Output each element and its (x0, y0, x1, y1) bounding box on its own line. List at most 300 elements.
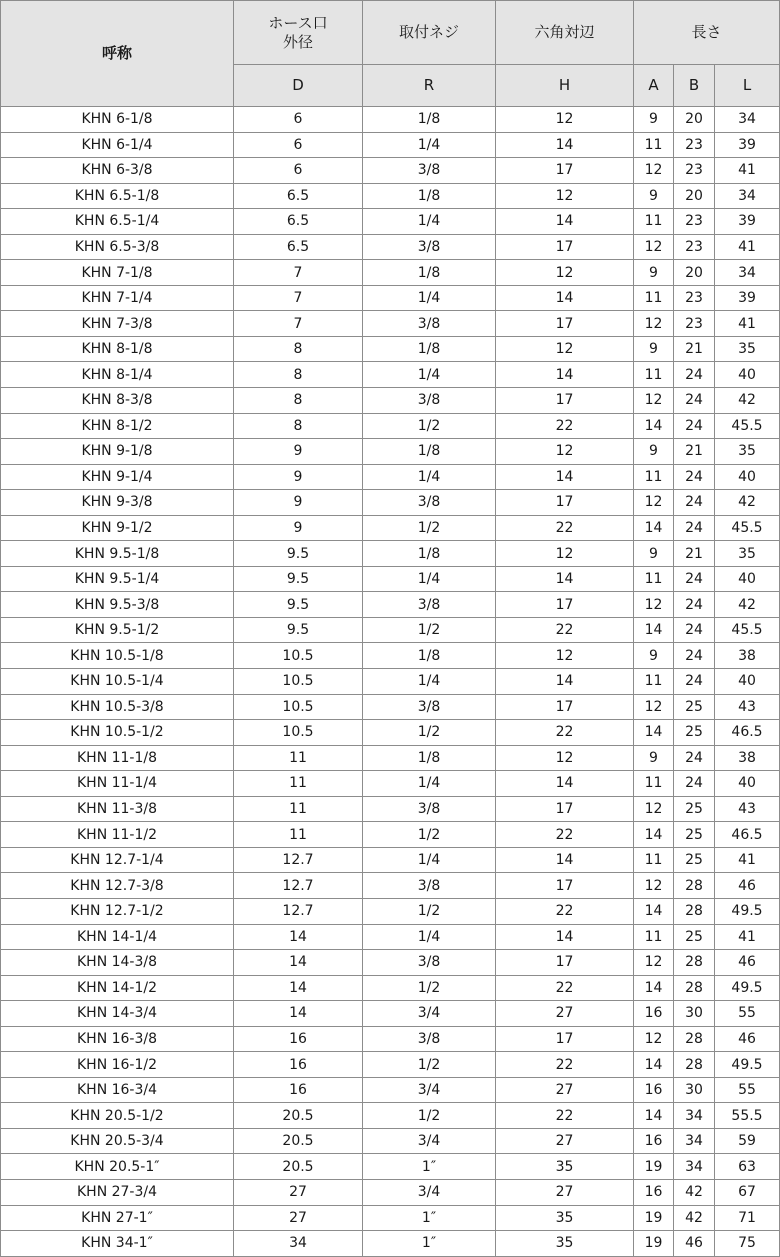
header-hex: 六角対辺 (496, 1, 634, 65)
cell-r: 1/8 (363, 336, 496, 362)
cell-name: KHN 9-3/8 (1, 490, 234, 516)
cell-h: 27 (496, 1077, 634, 1103)
table-row (1, 924, 780, 950)
table-row (1, 1026, 780, 1052)
cell-d: 6.5 (234, 209, 363, 235)
cell-name: KHN 6.5-1/8 (1, 183, 234, 209)
cell-r: 1/2 (363, 720, 496, 746)
cell-name: KHN 10.5-3/8 (1, 694, 234, 720)
cell-name: KHN 14-3/4 (1, 1001, 234, 1027)
cell-l: 35 (715, 336, 780, 362)
cell-d: 14 (234, 975, 363, 1001)
table-row (1, 1154, 780, 1180)
cell-r: 1″ (363, 1231, 496, 1257)
table-row (1, 260, 780, 286)
cell-r: 3/8 (363, 158, 496, 184)
table-body (1, 107, 780, 1257)
cell-h: 22 (496, 1052, 634, 1078)
cell-l: 41 (715, 311, 780, 337)
cell-a: 11 (634, 566, 674, 592)
cell-a: 11 (634, 847, 674, 873)
cell-b: 24 (674, 566, 715, 592)
table-row (1, 541, 780, 567)
table-header (1, 1, 780, 107)
cell-b: 21 (674, 336, 715, 362)
cell-name: KHN 14-3/8 (1, 950, 234, 976)
cell-name: KHN 11-3/8 (1, 796, 234, 822)
cell-a: 14 (634, 413, 674, 439)
table-row (1, 1052, 780, 1078)
cell-d: 8 (234, 362, 363, 388)
cell-h: 22 (496, 515, 634, 541)
cell-a: 9 (634, 439, 674, 465)
cell-b: 20 (674, 107, 715, 133)
table-row (1, 234, 780, 260)
cell-r: 3/8 (363, 490, 496, 516)
cell-b: 24 (674, 388, 715, 414)
cell-d: 6 (234, 107, 363, 133)
cell-d: 20.5 (234, 1103, 363, 1129)
cell-d: 11 (234, 822, 363, 848)
cell-b: 24 (674, 413, 715, 439)
cell-b: 24 (674, 592, 715, 618)
cell-b: 42 (674, 1205, 715, 1231)
cell-a: 12 (634, 388, 674, 414)
cell-h: 22 (496, 898, 634, 924)
cell-a: 12 (634, 234, 674, 260)
cell-r: 1/2 (363, 413, 496, 439)
cell-h: 17 (496, 490, 634, 516)
cell-l: 39 (715, 285, 780, 311)
table-row (1, 1103, 780, 1129)
cell-r: 3/8 (363, 796, 496, 822)
cell-d: 6 (234, 132, 363, 158)
cell-l: 41 (715, 234, 780, 260)
cell-a: 12 (634, 694, 674, 720)
table-row (1, 464, 780, 490)
cell-a: 11 (634, 209, 674, 235)
cell-b: 23 (674, 234, 715, 260)
cell-b: 24 (674, 515, 715, 541)
cell-b: 42 (674, 1179, 715, 1205)
cell-a: 9 (634, 107, 674, 133)
cell-d: 10.5 (234, 643, 363, 669)
cell-r: 3/4 (363, 1077, 496, 1103)
cell-name: KHN 7-3/8 (1, 311, 234, 337)
cell-a: 14 (634, 1103, 674, 1129)
cell-a: 16 (634, 1077, 674, 1103)
cell-name: KHN 9.5-1/8 (1, 541, 234, 567)
cell-r: 1/2 (363, 1103, 496, 1129)
cell-b: 25 (674, 924, 715, 950)
cell-name: KHN 27-3/4 (1, 1179, 234, 1205)
cell-d: 10.5 (234, 720, 363, 746)
cell-a: 16 (634, 1179, 674, 1205)
cell-d: 9 (234, 439, 363, 465)
table-row (1, 158, 780, 184)
cell-d: 11 (234, 771, 363, 797)
cell-h: 14 (496, 566, 634, 592)
cell-d: 7 (234, 285, 363, 311)
header-length: 長さ (634, 1, 780, 65)
cell-b: 23 (674, 158, 715, 184)
cell-d: 34 (234, 1231, 363, 1257)
table-row (1, 132, 780, 158)
cell-l: 75 (715, 1231, 780, 1257)
cell-h: 14 (496, 209, 634, 235)
cell-d: 16 (234, 1052, 363, 1078)
header-name: 呼称 (1, 1, 234, 107)
header-row-top (1, 1, 780, 65)
cell-l: 41 (715, 847, 780, 873)
cell-l: 67 (715, 1179, 780, 1205)
cell-h: 14 (496, 847, 634, 873)
cell-name: KHN 20.5-3/4 (1, 1128, 234, 1154)
cell-name: KHN 9-1/2 (1, 515, 234, 541)
cell-h: 12 (496, 439, 634, 465)
cell-b: 20 (674, 260, 715, 286)
cell-a: 19 (634, 1205, 674, 1231)
cell-name: KHN 14-1/4 (1, 924, 234, 950)
cell-l: 38 (715, 745, 780, 771)
cell-r: 1/4 (363, 285, 496, 311)
cell-a: 12 (634, 592, 674, 618)
cell-l: 35 (715, 439, 780, 465)
cell-name: KHN 6.5-1/4 (1, 209, 234, 235)
cell-d: 6.5 (234, 234, 363, 260)
cell-l: 45.5 (715, 617, 780, 643)
cell-l: 49.5 (715, 975, 780, 1001)
cell-r: 1/2 (363, 515, 496, 541)
cell-h: 14 (496, 132, 634, 158)
cell-h: 35 (496, 1154, 634, 1180)
cell-d: 9 (234, 464, 363, 490)
cell-d: 8 (234, 336, 363, 362)
cell-a: 19 (634, 1154, 674, 1180)
cell-name: KHN 9.5-1/4 (1, 566, 234, 592)
cell-h: 22 (496, 617, 634, 643)
table-row (1, 107, 780, 133)
table-row (1, 285, 780, 311)
cell-name: KHN 16-3/8 (1, 1026, 234, 1052)
cell-h: 17 (496, 873, 634, 899)
cell-a: 12 (634, 873, 674, 899)
cell-r: 3/8 (363, 694, 496, 720)
cell-d: 20.5 (234, 1128, 363, 1154)
cell-h: 14 (496, 669, 634, 695)
cell-name: KHN 16-3/4 (1, 1077, 234, 1103)
cell-a: 11 (634, 464, 674, 490)
table-row (1, 975, 780, 1001)
header-a: A (634, 65, 674, 107)
cell-d: 9.5 (234, 617, 363, 643)
cell-b: 23 (674, 311, 715, 337)
cell-h: 12 (496, 260, 634, 286)
cell-d: 11 (234, 796, 363, 822)
cell-r: 3/8 (363, 873, 496, 899)
cell-d: 16 (234, 1026, 363, 1052)
cell-name: KHN 8-1/4 (1, 362, 234, 388)
cell-name: KHN 34-1″ (1, 1231, 234, 1257)
cell-r: 3/4 (363, 1001, 496, 1027)
cell-l: 55 (715, 1001, 780, 1027)
cell-l: 46 (715, 950, 780, 976)
cell-h: 17 (496, 311, 634, 337)
cell-d: 8 (234, 388, 363, 414)
cell-l: 40 (715, 669, 780, 695)
cell-b: 24 (674, 464, 715, 490)
cell-b: 30 (674, 1077, 715, 1103)
cell-r: 1/8 (363, 260, 496, 286)
cell-d: 16 (234, 1077, 363, 1103)
cell-b: 28 (674, 1026, 715, 1052)
cell-h: 12 (496, 541, 634, 567)
table-row (1, 694, 780, 720)
cell-a: 11 (634, 771, 674, 797)
cell-r: 1″ (363, 1154, 496, 1180)
cell-a: 11 (634, 132, 674, 158)
cell-a: 12 (634, 950, 674, 976)
cell-r: 3/8 (363, 950, 496, 976)
cell-name: KHN 10.5-1/4 (1, 669, 234, 695)
cell-l: 59 (715, 1128, 780, 1154)
cell-r: 1/2 (363, 1052, 496, 1078)
cell-name: KHN 11-1/8 (1, 745, 234, 771)
cell-r: 1/4 (363, 209, 496, 235)
cell-name: KHN 12.7-1/4 (1, 847, 234, 873)
table-row (1, 566, 780, 592)
cell-d: 12.7 (234, 847, 363, 873)
cell-h: 14 (496, 285, 634, 311)
cell-name: KHN 9-1/8 (1, 439, 234, 465)
cell-l: 45.5 (715, 413, 780, 439)
cell-a: 14 (634, 1052, 674, 1078)
cell-l: 40 (715, 566, 780, 592)
cell-r: 1/4 (363, 362, 496, 388)
cell-name: KHN 7-1/8 (1, 260, 234, 286)
cell-name: KHN 12.7-1/2 (1, 898, 234, 924)
cell-a: 11 (634, 924, 674, 950)
cell-b: 34 (674, 1154, 715, 1180)
cell-h: 17 (496, 592, 634, 618)
cell-b: 34 (674, 1103, 715, 1129)
cell-a: 9 (634, 541, 674, 567)
cell-b: 46 (674, 1231, 715, 1257)
cell-b: 21 (674, 439, 715, 465)
cell-h: 27 (496, 1179, 634, 1205)
table-row (1, 209, 780, 235)
cell-b: 28 (674, 975, 715, 1001)
cell-a: 14 (634, 720, 674, 746)
cell-r: 1/4 (363, 669, 496, 695)
cell-d: 9.5 (234, 592, 363, 618)
cell-l: 34 (715, 260, 780, 286)
cell-l: 42 (715, 592, 780, 618)
cell-l: 46 (715, 873, 780, 899)
table-row (1, 413, 780, 439)
cell-a: 14 (634, 515, 674, 541)
cell-name: KHN 8-3/8 (1, 388, 234, 414)
cell-a: 12 (634, 311, 674, 337)
cell-l: 46.5 (715, 720, 780, 746)
table-row (1, 771, 780, 797)
cell-l: 43 (715, 694, 780, 720)
cell-r: 3/8 (363, 388, 496, 414)
header-b: B (674, 65, 715, 107)
cell-l: 39 (715, 132, 780, 158)
cell-b: 24 (674, 362, 715, 388)
cell-r: 1/4 (363, 924, 496, 950)
cell-name: KHN 27-1″ (1, 1205, 234, 1231)
header-hose-diameter (234, 1, 363, 65)
cell-r: 3/8 (363, 234, 496, 260)
cell-r: 1/8 (363, 745, 496, 771)
cell-r: 1/4 (363, 847, 496, 873)
cell-d: 27 (234, 1205, 363, 1231)
cell-name: KHN 6-3/8 (1, 158, 234, 184)
cell-name: KHN 7-1/4 (1, 285, 234, 311)
cell-d: 14 (234, 1001, 363, 1027)
cell-d: 14 (234, 950, 363, 976)
cell-b: 28 (674, 950, 715, 976)
cell-r: 1/2 (363, 898, 496, 924)
cell-a: 9 (634, 183, 674, 209)
header-hose-diameter-label: ホース口 外径 (268, 13, 328, 51)
cell-h: 14 (496, 362, 634, 388)
cell-r: 1/8 (363, 439, 496, 465)
cell-l: 63 (715, 1154, 780, 1180)
cell-a: 11 (634, 285, 674, 311)
table-row (1, 1231, 780, 1257)
cell-d: 8 (234, 413, 363, 439)
cell-h: 22 (496, 720, 634, 746)
cell-r: 3/8 (363, 1026, 496, 1052)
header-h: H (496, 65, 634, 107)
cell-l: 71 (715, 1205, 780, 1231)
table-row (1, 1205, 780, 1231)
cell-name: KHN 9.5-1/2 (1, 617, 234, 643)
cell-l: 41 (715, 924, 780, 950)
cell-l: 40 (715, 464, 780, 490)
cell-r: 1/4 (363, 464, 496, 490)
cell-name: KHN 8-1/8 (1, 336, 234, 362)
header-thread: 取付ネジ (363, 1, 496, 65)
cell-a: 12 (634, 158, 674, 184)
cell-l: 40 (715, 771, 780, 797)
cell-d: 11 (234, 745, 363, 771)
table-row (1, 1077, 780, 1103)
cell-l: 43 (715, 796, 780, 822)
table-row (1, 796, 780, 822)
cell-d: 20.5 (234, 1154, 363, 1180)
cell-b: 25 (674, 847, 715, 873)
cell-h: 22 (496, 822, 634, 848)
cell-h: 17 (496, 796, 634, 822)
cell-h: 22 (496, 413, 634, 439)
table-row (1, 617, 780, 643)
cell-l: 46.5 (715, 822, 780, 848)
cell-name: KHN 8-1/2 (1, 413, 234, 439)
table-row (1, 847, 780, 873)
cell-h: 12 (496, 183, 634, 209)
cell-b: 23 (674, 132, 715, 158)
table-row (1, 515, 780, 541)
header-d: D (234, 65, 363, 107)
table-row (1, 311, 780, 337)
cell-l: 40 (715, 362, 780, 388)
cell-name: KHN 9-1/4 (1, 464, 234, 490)
cell-d: 9.5 (234, 566, 363, 592)
cell-h: 17 (496, 234, 634, 260)
cell-b: 30 (674, 1001, 715, 1027)
table-row (1, 183, 780, 209)
table-row (1, 1128, 780, 1154)
cell-a: 12 (634, 490, 674, 516)
cell-b: 25 (674, 720, 715, 746)
table-row (1, 439, 780, 465)
cell-b: 23 (674, 285, 715, 311)
cell-name: KHN 10.5-1/2 (1, 720, 234, 746)
cell-name: KHN 14-1/2 (1, 975, 234, 1001)
cell-b: 21 (674, 541, 715, 567)
table-row (1, 669, 780, 695)
cell-name: KHN 6-1/4 (1, 132, 234, 158)
cell-d: 7 (234, 311, 363, 337)
cell-d: 7 (234, 260, 363, 286)
table-row (1, 643, 780, 669)
cell-h: 22 (496, 975, 634, 1001)
cell-r: 1/8 (363, 183, 496, 209)
cell-a: 11 (634, 669, 674, 695)
table-row (1, 490, 780, 516)
cell-name: KHN 6.5-3/8 (1, 234, 234, 260)
cell-name: KHN 10.5-1/8 (1, 643, 234, 669)
cell-b: 25 (674, 822, 715, 848)
cell-r: 3/8 (363, 592, 496, 618)
cell-a: 11 (634, 362, 674, 388)
cell-h: 14 (496, 464, 634, 490)
cell-h: 12 (496, 643, 634, 669)
cell-name: KHN 16-1/2 (1, 1052, 234, 1078)
cell-h: 17 (496, 950, 634, 976)
cell-h: 35 (496, 1231, 634, 1257)
cell-b: 24 (674, 745, 715, 771)
cell-l: 38 (715, 643, 780, 669)
table-row (1, 873, 780, 899)
cell-b: 28 (674, 898, 715, 924)
table-row (1, 362, 780, 388)
cell-r: 1/4 (363, 771, 496, 797)
cell-l: 42 (715, 388, 780, 414)
cell-d: 12.7 (234, 873, 363, 899)
table-row (1, 1001, 780, 1027)
cell-d: 14 (234, 924, 363, 950)
cell-b: 23 (674, 209, 715, 235)
cell-h: 12 (496, 745, 634, 771)
cell-l: 39 (715, 209, 780, 235)
table-row (1, 336, 780, 362)
cell-b: 25 (674, 796, 715, 822)
table-row (1, 388, 780, 414)
cell-l: 49.5 (715, 898, 780, 924)
cell-r: 1/4 (363, 566, 496, 592)
table-row (1, 1179, 780, 1205)
cell-l: 49.5 (715, 1052, 780, 1078)
table-row (1, 592, 780, 618)
cell-a: 14 (634, 898, 674, 924)
cell-b: 24 (674, 643, 715, 669)
cell-l: 34 (715, 107, 780, 133)
